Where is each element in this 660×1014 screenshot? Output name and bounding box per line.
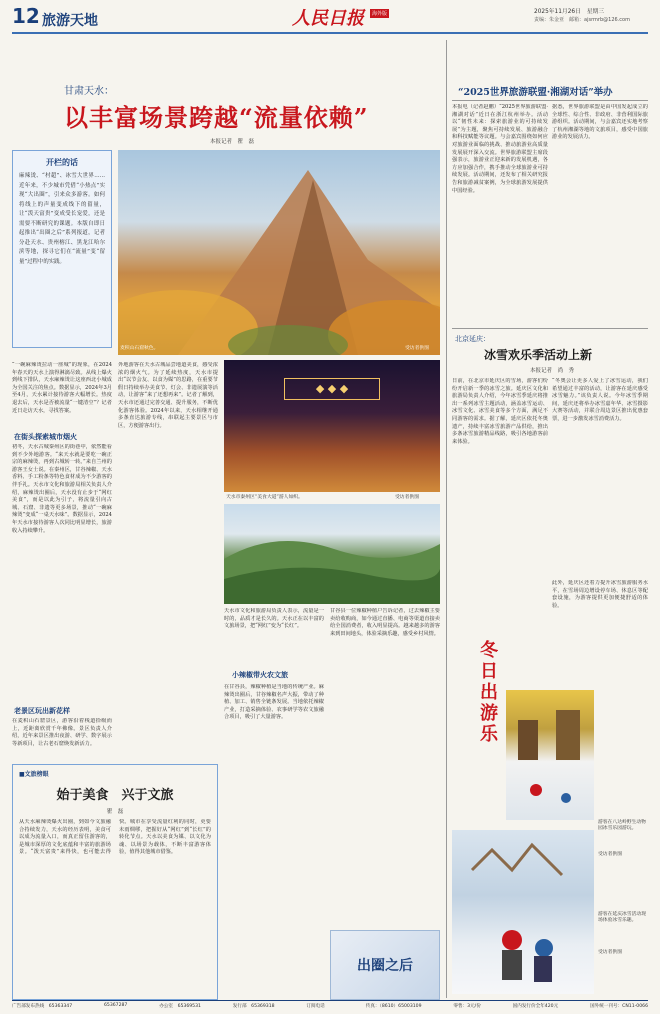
winter-promo: 冬日出游乐 xyxy=(477,640,498,745)
right-photo2-credit: 受访者供图 xyxy=(598,950,622,955)
intro-box xyxy=(12,150,112,348)
right-photo1-caption: 游客在八达岭野生动物园冰雪乐园游玩。 xyxy=(598,820,646,831)
footer-item: 国内发行价全年420元 xyxy=(512,1004,559,1009)
right2-text3: 此外，延庆区还着力提升冰雪旅游服务水平，在雪场周边增设停车场、休息区等配套设施，为游客提供更加便捷舒适的体验。 xyxy=(552,580,648,609)
photo-ice-shapes xyxy=(452,830,594,994)
masthead-sub: 海外版 xyxy=(372,11,388,17)
header-rule xyxy=(12,32,648,34)
page-number: 12 xyxy=(12,4,40,28)
culture-byline: 瞿 磊 xyxy=(106,809,124,815)
masthead-logo: 人民日报 xyxy=(292,8,364,29)
photo2-credit: 受访者供图 xyxy=(395,495,419,500)
editor-name: 责编：朱金亚 邮箱： xyxy=(534,17,585,23)
photo-credit: 受访者供图 xyxy=(405,346,429,351)
right1-rule xyxy=(452,100,648,101)
photo-hills xyxy=(224,504,440,604)
subhead-1: 在街头探索城市烟火 xyxy=(14,433,77,441)
subhead-3: 小辣椒带火农文旅 xyxy=(232,671,288,679)
right2-kicker: 北京延庆： xyxy=(455,335,490,343)
photo-caption: 麦积山石窟秋色。 xyxy=(120,346,159,351)
body-col1c: 在麦积山石窟景区，游客沿着栈道拾级而上，近距离欣赏千年佛像。景区负责人介绍，近年来景区推出夜游、研学、数字展示等新项目，让古老石窟焕发新活力。 xyxy=(12,718,112,747)
culture-box xyxy=(12,764,218,1000)
right2-text2: “冬奥会让更多人爱上了冰雪运动，我们希望通过丰富的活动，让游客在延庆感受冰雪魅力。”该负责人说。今年冰雪季期间，延庆还将举办冰雪嘉年华、冰雪摄影大赛等活动，并联合周边景区推出优惠套票，进一步激发冰雪消费活力。 xyxy=(552,378,648,422)
footer-bar xyxy=(12,1003,648,1013)
photo-maijishan xyxy=(118,150,440,355)
photo-rural-landscape xyxy=(224,504,440,604)
photo-mountain-shape xyxy=(118,150,440,355)
intro-text: 麻辣烫、“村超”、冰雪大世界……近年来，不少城市凭借“小热点”实现“大出圈”，引来众多游客。如何将线上的声量变成线下的留量，让“泼天富贵”变成受长宠爱，还是需要不断研究的课题。本版自即日起推出“出圈之后”系列报道，记者分赴天水、贵州榕江、黑龙江哈尔滨等地，探寻它们在“流量”变“留量”过程中的实践。 xyxy=(19,173,105,265)
column-divider xyxy=(446,40,447,998)
series-banner-text: 出圈之后 xyxy=(357,958,413,974)
body-col2b: 天水市文化和旅游局负责人表示，流量是一时的，品质才是长久的。天水正在以丰富的文旅场景，把“网红”变为“长红”。 xyxy=(224,608,324,630)
body-col4: 甘谷县一位辣椒种植户告诉记者，过去辣椒主要卖给收购商，如今通过直播、电商等渠道直接卖给全国消费者，收入明显提高。越来越多的游客来到田间地头，体验采摘乐趣，感受乡村风情。 xyxy=(330,608,440,637)
footer-item: 零售：3元/份 xyxy=(453,1004,481,1009)
article-byline: 本报记者 瞿 磊 xyxy=(210,139,255,145)
body-col1b: 初冬，天水古城秦州区的街巷中，依然能看到不少外地游客。“来天水就是要吃一碗正宗的麻辣烫，再到古城转一转。”来自兰州的游客王女士说。在秦州区，甘谷辣椒、天水香料、手工粉条等特色食材成为不少游客的伴手礼。天水市文化和旅游局相关负责人介绍，麻辣烫出圈后，天水没有止步于“网红美食”，而是以此为引子，将流量引向古城、石窟、非遗等更多场景，推动“一碗麻辣烫”变成“一桌天水味”。数据显示，2024年天水市接待游客人次同比明显增长，旅游收入持续攀升。 xyxy=(12,444,112,534)
editor-line xyxy=(534,16,630,23)
footer-item: 发行部 65369318 xyxy=(232,1004,275,1009)
series-banner xyxy=(330,930,440,1000)
article-headline: 以丰富场景跨越“流量依赖” xyxy=(64,103,369,132)
right1-text: 本报电（记者赵鹏）“2025世界旅游联盟·湘湖对话”近日在浙江杭州举办。活动以“韧性未来：探索旅游业的可持续发展”为主题，聚焦可持续发展、旅游融合和科技赋能等议题。与会嘉宾围绕如何应对旅游业面临的挑战、推动旅游业高质量发展展开深入交流。世界旅游联盟主席段强表示，旅游业正迎来新的发展机遇，各方应加强合作，携手推动全球旅游业可持续发展。活动期间，还发布了相关研究报告和旅游减贫案例，为全球旅游发展提供中国经验。 xyxy=(452,104,548,194)
photo-snow-park xyxy=(506,690,594,820)
culture-title: 始于美食 兴于文旅 xyxy=(56,788,174,803)
subhead-2: 老景区玩出新花样 xyxy=(14,707,70,715)
right-photo1-credit: 受访者供图 xyxy=(598,852,622,857)
issue-date: 2025年11月26日 星期三 xyxy=(534,9,605,15)
right-photo2-caption: 游客在延庆冰雪活动现场体验冰雪乐趣。 xyxy=(598,912,646,923)
body-col3: 在甘谷县，辣椒种植是当地的传统产业。麻辣烫出圈后，甘谷辣椒名声大振，带动了种植、加工、销售全链条发展。当地依托辣椒产业，打造采摘体验、农事研学等农文旅融合项目，吸引了大量游客。 xyxy=(224,684,324,721)
right2-rule xyxy=(452,328,648,329)
right2-headline: 冰雪欢乐季活动上新 xyxy=(484,348,593,362)
right2-text: 日前，在北京市延庆区的雪场，游客们纷纷开启新一季的冰雪之旅。延庆区文化和旅游局负责人介绍，今年冰雪季延庆将推出一系列冰雪主题活动，涵盖冰雪运动、冰雪文化、冰雪美食等多个方面，满足不同游客的需求。据了解，延庆区依托冬奥遗产，持续丰富冰雪旅游产品供给，推出多条冰雪旅游精品线路，吸引各地游客前来体验。 xyxy=(452,378,548,445)
intro-title: 开栏的话 xyxy=(46,157,78,167)
culture-text: 从天水麻辣烫爆火出圈，到如今文旅融合持续发力，天水的经历表明，美食可以成为流量入口，而真正留住游客的，是城市深厚的文化底蕴和丰富的旅游场景。“泼天富贵”来得快，也可能去得快。城市在享受流量红利的同时，更要未雨绸缪，把握好从“网红”到“长红”的转化节点。天水以美食为媒、以文化为魂、以场景为载体，不断丰富游客体验，值得其他城市借鉴。 xyxy=(19,819,211,856)
footer-item: 办公室 65369531 xyxy=(159,1004,201,1009)
photo-snow-shapes xyxy=(506,690,594,820)
footer-item: 65367287 xyxy=(103,1003,128,1008)
photo-food-street xyxy=(224,360,440,492)
right2-byline: 本报记者 尚 秀 xyxy=(530,368,575,374)
body-col2-top: 外地游客在天水古城品尝地道美食，感受浓浓的烟火气。为了延续热度，天水市提出“以节会友、以食为媒”的思路，在重要节假日持续举办美食节、灯会、非遗展演等活动，让游客“来了还想再来”。记者了解到，天水市还通过完善交通、提升服务，不断优化游客体验。2024年以来，天水相继开通多条直达旅游专线，串联起主要景区与市区，方便游客出行。 xyxy=(118,362,218,429)
footer-rule xyxy=(12,1000,648,1001)
article-kicker: 甘肃天水： xyxy=(64,86,114,97)
footer-item: 国外统一刊号：CN11-0066 xyxy=(590,1004,648,1009)
section-title: 旅游天地 xyxy=(42,13,98,29)
culture-label: ■文旅榜眼 xyxy=(19,771,49,778)
footer-item: 传真：（8610）65003109 xyxy=(365,1004,422,1009)
editor-email: ajsrmrb@126.com xyxy=(584,17,630,23)
footer-item: 广告部发布热线 65363347 xyxy=(12,1004,73,1009)
photo-banner-text: ◆ ◆ ◆ xyxy=(284,378,380,400)
photo-ice-activity xyxy=(452,830,594,994)
footer-item: 订阅电话 xyxy=(306,1004,334,1009)
body-col1: “一碗麻辣烫拉动一座城”的现象，在2024年春天的天水上演得淋漓尽致。从线上爆火到线下排队，天水麻辣烫让这座西北小城成为全国关注的焦点。数据显示，2024年3月至4月，天水累计接待游客大幅增长。热度退去后，天水是否被流量“一键清空”？记者近日走访天水，寻找答案。 xyxy=(12,362,112,414)
right1-headline: “2025世界旅游联盟·湘湖对话”举办 xyxy=(458,87,613,98)
photo2-caption: 天水市秦州区“美食大道”游人如织。 xyxy=(226,495,303,500)
right1-text2: 据悉，世界旅游联盟是由中国发起成立的全球性、综合性、非政府、非营利国际旅游组织。活动期间，与会嘉宾还实地考察了杭州湘湖等地的文旅项目，感受中国旅游业的发展活力。 xyxy=(552,104,648,141)
